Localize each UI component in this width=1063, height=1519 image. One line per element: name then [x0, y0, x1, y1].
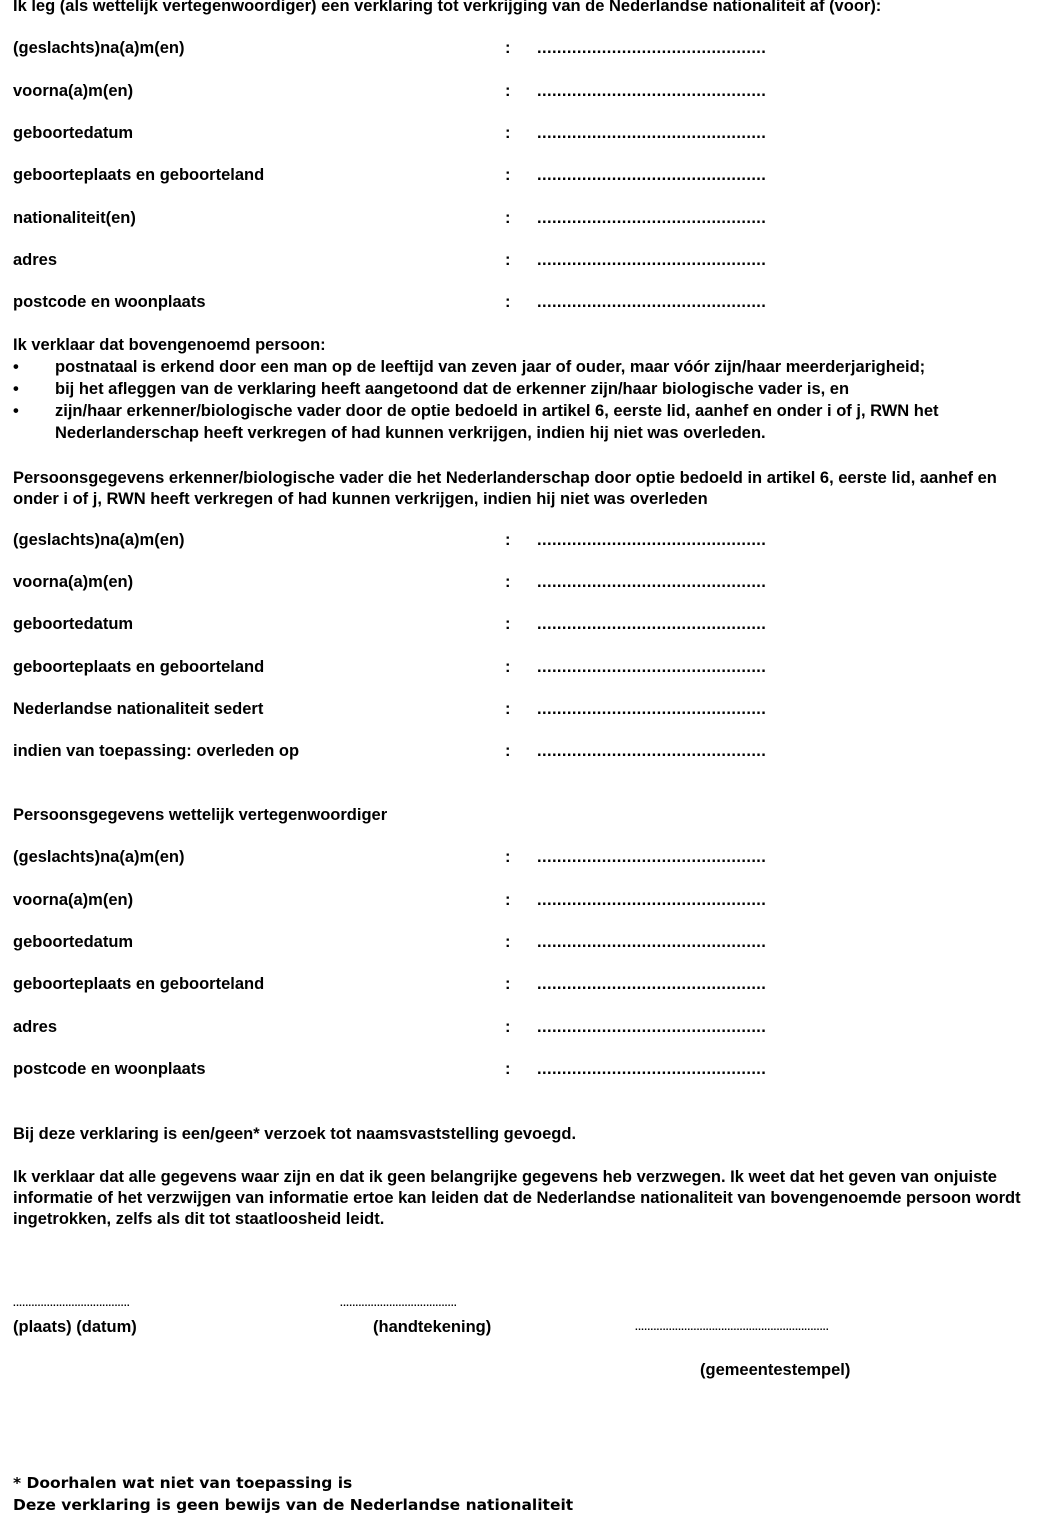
name-request-statement: Bij deze verklaring is een/geen* verzoek tot naamsvaststelling gevoegd.: [13, 1125, 577, 1143]
field-colon: :: [505, 573, 511, 591]
fill-line[interactable]: ..............................................: [537, 1018, 767, 1036]
field-label: voorna(a)m(en): [13, 82, 134, 100]
field-colon: :: [505, 1060, 511, 1078]
field-colon: :: [505, 531, 511, 549]
declaration-item: [13, 356, 1058, 378]
declaration-item: [13, 400, 1058, 444]
declaration-item-text: zijn/haar erkenner/biologische vader door de optie bedoeld in artikel 6, eerste lid, aanhef en onder i of j, RWN het Nederlanderschap heeft verkregen of had kunnen verkrijgen, indien hij niet was overleden.: [55, 402, 939, 442]
fill-line[interactable]: ..............................................: [537, 573, 767, 591]
fill-line[interactable]: ..............................................: [537, 251, 767, 269]
field-label: geboortedatum: [13, 124, 134, 142]
field-colon: :: [505, 166, 511, 184]
bullet-icon: •: [13, 402, 19, 420]
field-colon: :: [505, 975, 511, 993]
field-label: (geslachts)na(a)m(en): [13, 531, 185, 549]
signature-label: (handtekening): [373, 1318, 492, 1336]
field-label: (geslachts)na(a)m(en): [13, 848, 185, 866]
place-date-line[interactable]: ......................................: [13, 1298, 130, 1309]
place-date-label: (plaats) (datum): [13, 1318, 137, 1336]
footnote-strike: * Doorhalen wat niet van toepassing is: [13, 1474, 353, 1492]
field-label: geboorteplaats en geboorteland: [13, 166, 265, 184]
field-colon: :: [505, 615, 511, 633]
field-label: (geslachts)na(a)m(en): [13, 39, 185, 57]
fill-line[interactable]: ..............................................: [537, 933, 767, 951]
intro-text: Ik leg (als wettelijk vertegenwoordiger) een verklaring tot verkrijging van de Nederlandse nationaliteit af (voor):: [13, 0, 882, 15]
footnote-disclaimer: Deze verklaring is geen bewijs van de Nederlandse nationaliteit: [13, 1496, 574, 1514]
field-colon: :: [505, 1018, 511, 1036]
field-label: voorna(a)m(en): [13, 891, 134, 909]
field-colon: :: [505, 742, 511, 760]
field-label: geboortedatum: [13, 933, 134, 951]
truth-statement: Ik verklaar dat alle gegevens waar zijn en dat ik geen belangrijke gegevens heb verzwegen. Ik weet dat het geven van onjuiste informatie of het verzwijgen van informatie ertoe kan leiden dat de Nederlandse nationaliteit van bovengenoemde persoon wordt ingetrokken, zelfs als dit tot staatloosheid leidt.: [13, 1168, 1021, 1228]
field-label: nationaliteit(en): [13, 209, 136, 227]
field-colon: :: [505, 293, 511, 311]
field-colon: :: [505, 82, 511, 100]
fill-line[interactable]: ..............................................: [537, 975, 767, 993]
fill-line[interactable]: ..............................................: [537, 742, 767, 760]
field-label: geboortedatum: [13, 615, 134, 633]
fill-line[interactable]: ..............................................: [537, 293, 767, 311]
field-label: geboorteplaats en geboorteland: [13, 975, 265, 993]
field-label: postcode en woonplaats: [13, 293, 206, 311]
field-colon: :: [505, 848, 511, 866]
stamp-label: (gemeentestempel): [700, 1361, 851, 1379]
field-label: adres: [13, 1018, 58, 1036]
bullet-icon: •: [13, 358, 19, 376]
bullet-icon: •: [13, 380, 19, 398]
field-colon: :: [505, 658, 511, 676]
declaration-item-text: bij het afleggen van de verklaring heeft aangetoond dat de erkenner zijn/haar biologische vader is, en: [55, 380, 850, 398]
section2-heading: Persoonsgegevens erkenner/biologische vader die het Nederlanderschap door optie bedoeld in artikel 6, eerste lid, aanhef en onder i of j, RWN heeft verkregen of had kunnen verkrijgen, indien hij niet was overleden: [13, 469, 997, 508]
fill-line[interactable]: ..............................................: [537, 209, 767, 227]
declaration-item-text: postnataal is erkend door een man op de leeftijd van zeven jaar of ouder, maar vóór zijn/haar meerderjarigheid;: [55, 358, 926, 376]
fill-line[interactable]: ..............................................: [537, 1060, 767, 1078]
section3-heading: Persoonsgegevens wettelijk vertegenwoordiger: [13, 806, 388, 824]
declaration-heading: Ik verklaar dat bovengenoemd persoon:: [13, 336, 326, 354]
fill-line[interactable]: ..............................................: [537, 82, 767, 100]
declaration-item: [13, 378, 1058, 400]
fill-line[interactable]: ..............................................: [537, 891, 767, 909]
field-label: adres: [13, 251, 58, 269]
fill-line[interactable]: ..............................................: [537, 658, 767, 676]
declaration-list: [13, 356, 1058, 444]
stamp-line[interactable]: ...............................................................: [635, 1322, 829, 1333]
fill-line[interactable]: ..............................................: [537, 615, 767, 633]
field-colon: :: [505, 933, 511, 951]
fill-line[interactable]: ..............................................: [537, 848, 767, 866]
fill-line[interactable]: ..............................................: [537, 166, 767, 184]
fill-line[interactable]: ..............................................: [537, 124, 767, 142]
field-colon: :: [505, 209, 511, 227]
field-label: Nederlandse nationaliteit sedert: [13, 700, 264, 718]
field-colon: :: [505, 39, 511, 57]
field-label: geboorteplaats en geboorteland: [13, 658, 265, 676]
field-colon: :: [505, 124, 511, 142]
fill-line[interactable]: ..............................................: [537, 39, 767, 57]
field-colon: :: [505, 251, 511, 269]
field-label: indien van toepassing: overleden op: [13, 742, 300, 760]
fill-line[interactable]: ..............................................: [537, 531, 767, 549]
fill-line[interactable]: ..............................................: [537, 700, 767, 718]
field-label: postcode en woonplaats: [13, 1060, 206, 1078]
field-label: voorna(a)m(en): [13, 573, 134, 591]
signature-line[interactable]: ......................................: [340, 1298, 457, 1309]
field-colon: :: [505, 891, 511, 909]
field-colon: :: [505, 700, 511, 718]
